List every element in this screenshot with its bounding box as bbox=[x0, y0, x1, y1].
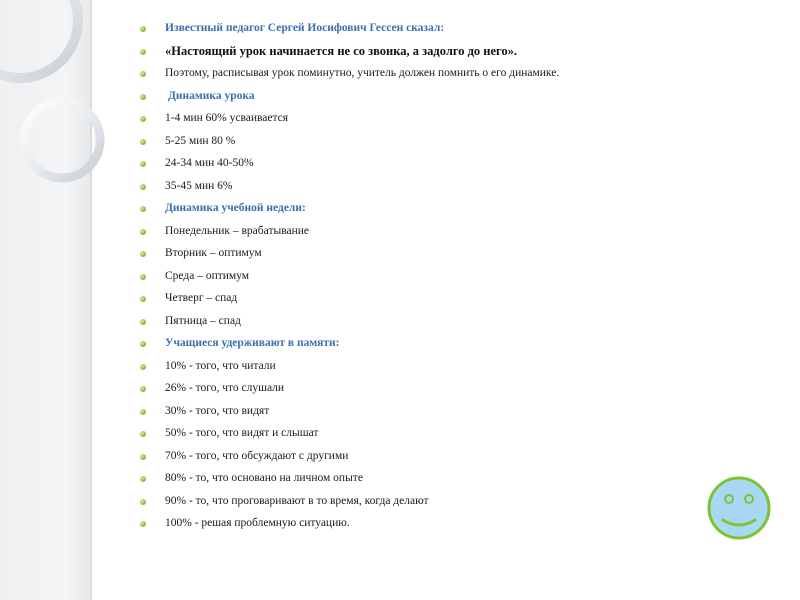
list-item: Известный педагог Сергей Иосифович Гессен сказал: bbox=[140, 17, 780, 40]
list-item: Четверг – спад bbox=[140, 287, 780, 310]
bullet-icon bbox=[140, 319, 146, 325]
bullet-icon bbox=[140, 409, 146, 415]
bullet-icon bbox=[140, 341, 146, 347]
slide-content bbox=[140, 17, 780, 535]
bullet-icon bbox=[140, 499, 146, 505]
list-item: Учащиеся удерживают в памяти: bbox=[140, 332, 780, 355]
list-item: 70% - того, что обсуждают с другими bbox=[140, 445, 780, 468]
bullet-icon bbox=[140, 94, 146, 100]
bullet-icon bbox=[140, 139, 146, 145]
list-item: 5-25 мин 80 % bbox=[140, 130, 780, 153]
list-item: 100% - решая проблемную ситуацию. bbox=[140, 512, 780, 535]
list-item: 10% - того, что читали bbox=[140, 355, 780, 378]
bullet-icon bbox=[140, 161, 146, 167]
list-item: 1-4 мин 60% усваивается bbox=[140, 107, 780, 130]
list-item: Понедельник – врабатывание bbox=[140, 220, 780, 243]
smiley-right-eye bbox=[745, 495, 753, 503]
list-item: «Настоящий урок начинается не со звонка, а задолго до него». bbox=[140, 40, 780, 63]
bullet-icon bbox=[140, 251, 146, 257]
ring-top bbox=[0, 0, 78, 78]
list-item: Среда – оптимум bbox=[140, 265, 780, 288]
bullet-icon bbox=[140, 364, 146, 370]
bullet-icon bbox=[140, 116, 146, 122]
smiley-left-eye bbox=[725, 495, 733, 503]
bullet-icon bbox=[140, 184, 146, 190]
decorative-rings bbox=[0, 0, 140, 240]
list-item: 24-34 мин 40-50% bbox=[140, 152, 780, 175]
bullet-icon bbox=[140, 49, 146, 55]
bullet-icon bbox=[140, 274, 146, 280]
list-item: Пятница – спад bbox=[140, 310, 780, 333]
bullet-icon bbox=[140, 206, 146, 212]
bullet-icon bbox=[140, 26, 146, 32]
bullet-icon bbox=[140, 71, 146, 77]
list-item: Вторник – оптимум bbox=[140, 242, 780, 265]
bullet-icon bbox=[140, 296, 146, 302]
bullet-icon bbox=[140, 229, 146, 235]
list-item: 50% - того, что видят и слышат bbox=[140, 422, 780, 445]
bullet-icon bbox=[140, 431, 146, 437]
smiley-face bbox=[709, 478, 769, 538]
list-item: Поэтому, расписывая урок поминутно, учитель должен помнить о его динамике. bbox=[140, 62, 780, 85]
list-item: 30% - того, что видят bbox=[140, 400, 780, 423]
ring-middle bbox=[24, 102, 100, 178]
list-item: 90% - то, что проговаривают в то время, когда делают bbox=[140, 490, 780, 513]
list-item: 26% - того, что слушали bbox=[140, 377, 780, 400]
list-item: Динамика учебной недели: bbox=[140, 197, 780, 220]
bullet-icon bbox=[140, 386, 146, 392]
list-item: 35-45 мин 6% bbox=[140, 175, 780, 198]
smiley-face-icon bbox=[706, 475, 772, 541]
bullet-icon bbox=[140, 454, 146, 460]
bullet-icon bbox=[140, 476, 146, 482]
list-item: 80% - то, что основано на личном опыте bbox=[140, 467, 780, 490]
bullet-icon bbox=[140, 521, 146, 527]
list-item: Динамика урока bbox=[140, 85, 780, 108]
